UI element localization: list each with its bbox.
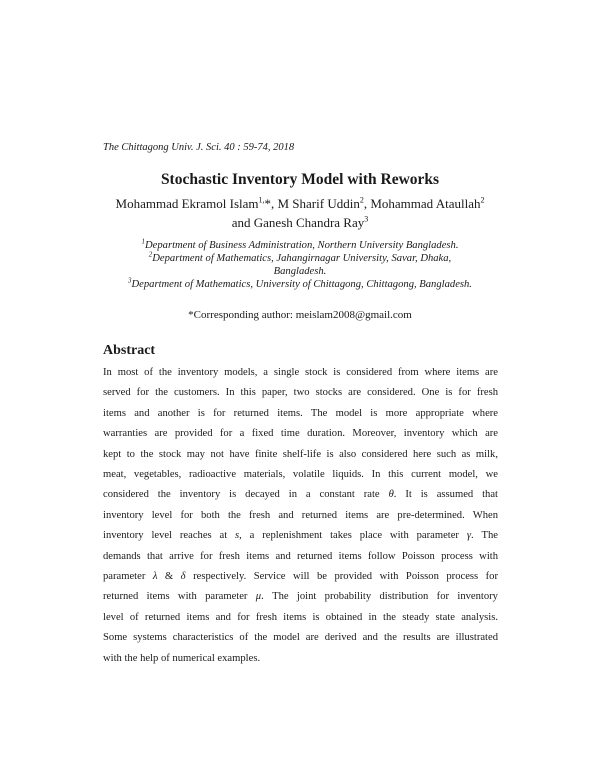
abstract-line: served for the customers. In this paper, two stocks are considered. One is for fresh [103, 387, 498, 399]
abstract-line: demands that arrive for fresh items and returned items follow Poisson process with [103, 550, 498, 562]
abstract-line: parameter λ & δ respectively. Service will be provided with Poisson process for [103, 571, 498, 583]
abstract-body [103, 363, 498, 669]
abstract-line: warranties are provided for a fixed time duration. Moreover, inventory which are [103, 428, 498, 440]
affiliations [70, 239, 530, 291]
affiliation-2 [70, 252, 530, 278]
affiliation-1-sup: 1 [141, 237, 145, 246]
affiliation-2-sup: 2 [148, 250, 153, 259]
author-3-name: , Mohammad Ataullah [363, 196, 481, 211]
affiliation-2-cont: Bangladesh. [273, 266, 327, 277]
affiliation-1 [70, 239, 530, 252]
affiliation-3-sup: 3 [128, 276, 132, 285]
author-2-affil: 2 [359, 195, 364, 205]
abstract-heading: Abstract [103, 343, 156, 358]
abstract-line: considered the inventory is decayed in a constant rate θ. It is assumed that [103, 489, 498, 501]
corresponding-author: *Corresponding author: meislam2008@gmail.com [188, 309, 412, 321]
abstract-line: items and another is for returned items. The model is more appropriate where [103, 407, 498, 419]
author-1-star: * [264, 196, 271, 211]
abstract-line: kept to the stock may not have finite shelf-life is also considered here such as milk, [103, 448, 498, 460]
abstract-line: meat, vegetables, radioactive materials, volatile liquids. In this current model, we [103, 469, 498, 481]
abstract-line: level of returned items and for fresh items is obtained in the steady state analysis. [103, 611, 498, 623]
author-4-affil: 3 [364, 214, 369, 224]
affiliation-1-text: Department of Business Administration, Northern University Bangladesh. [145, 240, 459, 251]
abstract-line: with the help of numerical examples. [103, 652, 261, 664]
author-2-name: , M Sharif Uddin [271, 196, 360, 211]
abstract-line: In most of the inventory models, a single stock is considered from where items are [103, 367, 498, 378]
paper-title: Stochastic Inventory Model with Reworks [160, 171, 440, 188]
author-1-name: Mohammad Ekramol Islam [115, 196, 259, 211]
affiliation-3 [70, 278, 530, 291]
abstract-line: returned items with parameter μ. The joint probability distribution for inventory [103, 591, 498, 603]
author-4-name: and Ganesh Chandra Ray [231, 215, 365, 230]
abstract-line: inventory level for both the fresh and returned items are pre-determined. When [103, 509, 498, 521]
affiliation-3-text: Department of Mathematics, University of Chittagong, Chittagong, Bangladesh. [131, 279, 472, 290]
journal-citation: The Chittagong Univ. J. Sci. 40 : 59-74, 2018 [103, 142, 295, 153]
author-3-affil: 2 [480, 195, 485, 205]
author-list [40, 194, 560, 232]
abstract-line: Some systems characteristics of the model are derived and the results are illustrated [103, 632, 498, 644]
author-1-affil: 1, [258, 195, 265, 205]
abstract-line: inventory level reaches at s, a replenishment takes place with parameter γ. The [103, 530, 498, 542]
affiliation-2-text: Department of Mathematics, Jahangirnagar University, Savar, Dhaka, [152, 253, 452, 264]
